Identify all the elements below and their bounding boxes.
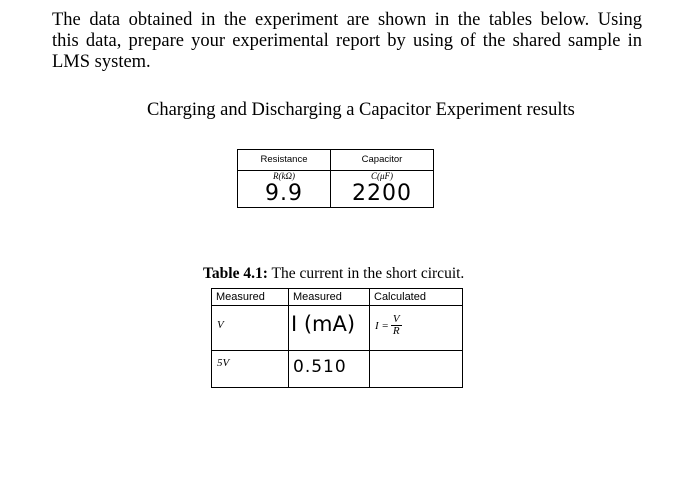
intro-line-3: LMS system. xyxy=(52,52,151,72)
formula-denominator: R xyxy=(392,325,400,337)
resistance-unit: R(kΩ) xyxy=(273,171,295,181)
voltage-value-cell xyxy=(212,351,289,388)
intro-line-1: The data obtained in the experiment are shown in the tables below. Using xyxy=(52,10,642,30)
calculated-header: Calculated xyxy=(370,289,463,306)
calculated-value-cell xyxy=(370,351,463,388)
formula-numerator: V xyxy=(392,313,400,325)
short-circuit-current-table xyxy=(211,288,463,388)
section-heading: Charging and Discharging a Capacitor Experiment results xyxy=(147,100,575,120)
voltage-value: 5V xyxy=(217,357,230,369)
resistance-capacitor-table xyxy=(237,149,434,208)
measured-header-2: Measured xyxy=(289,289,370,306)
capacitor-header: Capacitor xyxy=(331,150,434,171)
capacitor-unit: C(μF) xyxy=(370,171,393,181)
voltage-symbol: V xyxy=(217,319,224,331)
caption-label: Table 4.1: xyxy=(203,265,268,282)
resistance-cell xyxy=(238,171,331,208)
voltage-label-cell xyxy=(212,306,289,351)
formula-lhs: I = xyxy=(375,319,389,332)
resistance-value: 9.9 xyxy=(265,181,303,206)
capacitor-value: 2200 xyxy=(352,181,412,206)
current-value-handwritten: 0.510 xyxy=(293,357,347,377)
current-label-cell xyxy=(289,306,370,351)
intro-paragraph xyxy=(52,10,642,73)
capacitor-cell xyxy=(331,171,434,208)
caption-text: The current in the short circuit. xyxy=(267,265,465,282)
formula-cell xyxy=(370,306,463,351)
resistance-header: Resistance xyxy=(238,150,331,171)
measured-header-1: Measured xyxy=(212,289,289,306)
current-value-cell xyxy=(289,351,370,388)
intro-line-2: this data, prepare your experimental report by using of the shared sample in xyxy=(52,31,642,51)
current-unit-handwritten: I (mA) xyxy=(291,312,356,336)
formula-fraction xyxy=(391,314,402,337)
table-caption xyxy=(203,265,464,283)
ohms-law-formula xyxy=(375,314,402,337)
